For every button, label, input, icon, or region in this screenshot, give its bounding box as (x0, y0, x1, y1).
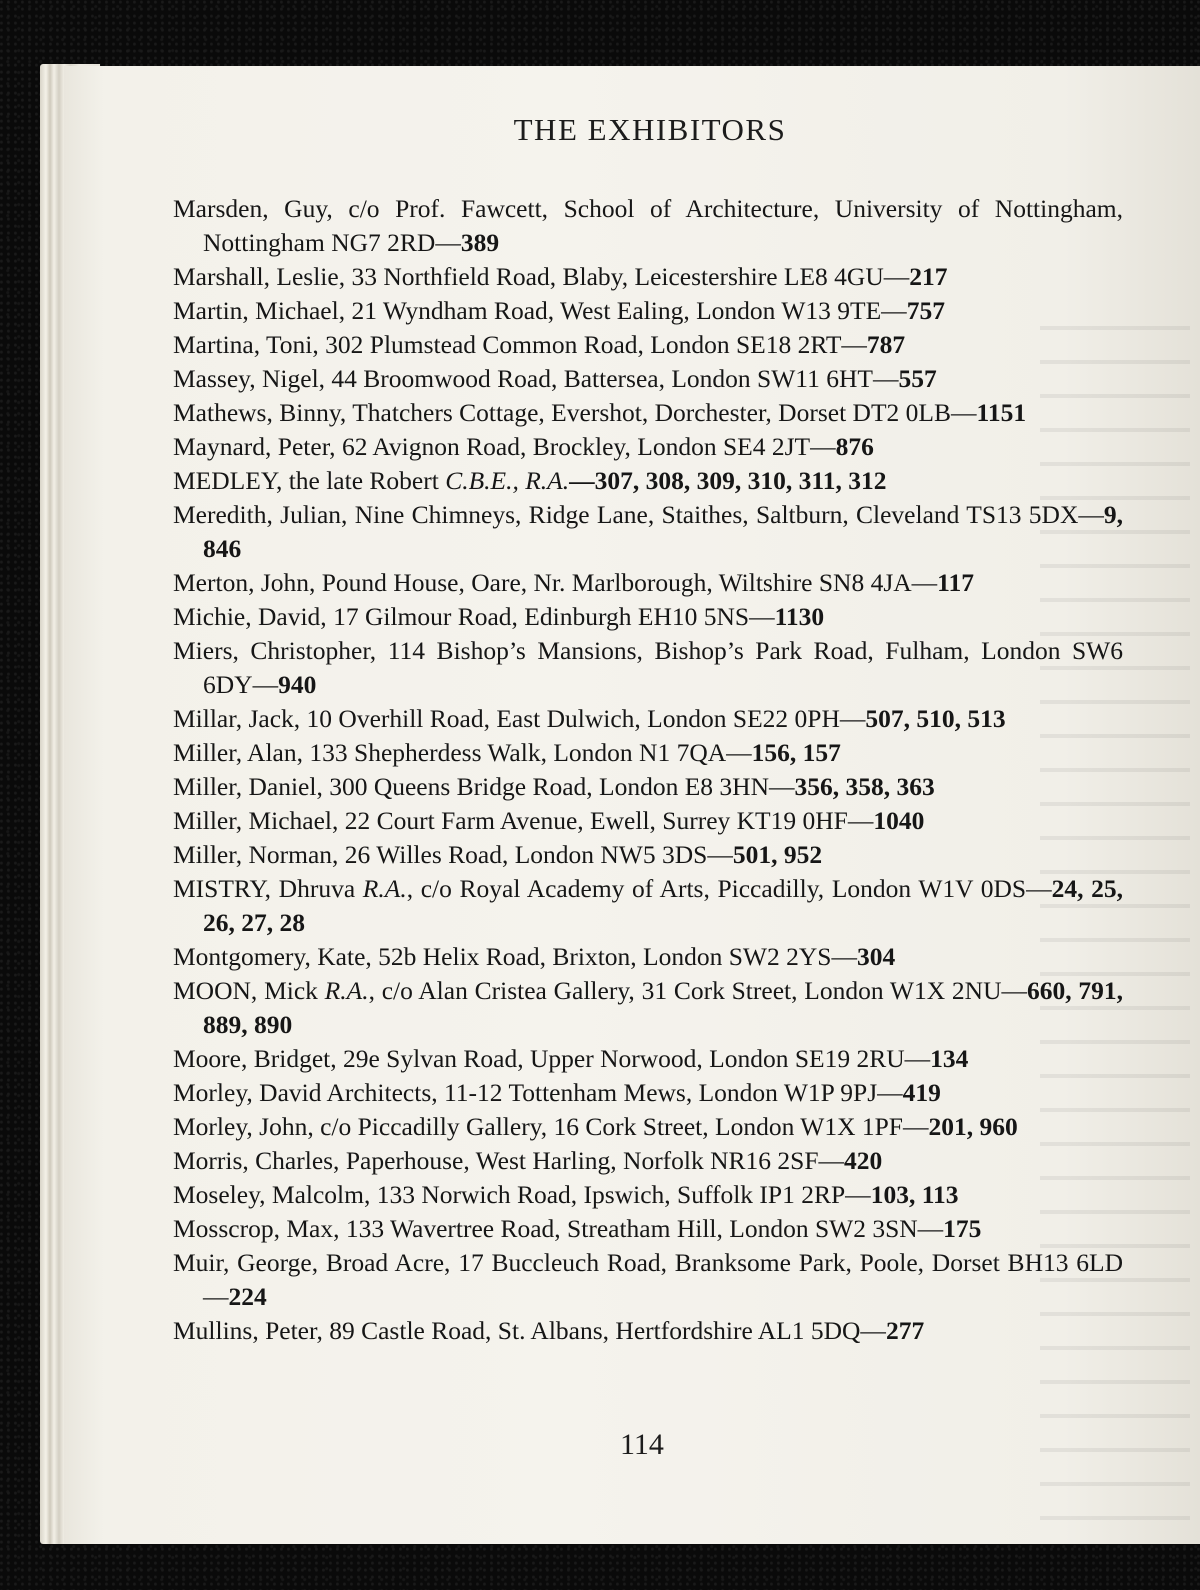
catalogue-numbers: 757 (906, 296, 945, 325)
exhibitor-name: Morley, David Architects, (173, 1078, 438, 1107)
exhibitor-name: Merton, John, (173, 568, 316, 597)
exhibitor-address: , c/o Alan Cristea Gallery, 31 Cork Street, London W1X 2NU— (368, 976, 1027, 1005)
exhibitor-name: Marshall, Leslie, (173, 262, 346, 291)
exhibitor-address: 133 Wavertree Road, Streatham Hill, London SW2 3SN— (339, 1214, 944, 1243)
exhibitor-address: 89 Castle Road, St. Albans, Hertfordshire AL1 5DQ— (322, 1316, 886, 1345)
catalogue-numbers: 940 (278, 670, 317, 699)
exhibitor-entry (173, 1314, 1123, 1348)
exhibitor-name: Meredith, Julian, (173, 500, 348, 529)
catalogue-numbers: 1130 (774, 602, 825, 631)
exhibitor-name: Morris, Charles, (173, 1146, 340, 1175)
exhibitor-address: 114 Bishop’s Mansions, Bishop’s Park Road, Fulham, London SW6 6DY— (203, 636, 1124, 699)
exhibitor-address: c/o Prof. Fawcett, School of Architecture, University of Nottingham, Nottingham NG7 2RD— (203, 194, 1124, 257)
exhibitor-name: Montgomery, Kate, (173, 942, 372, 971)
exhibitor-name: MOON, Mick (173, 976, 318, 1005)
exhibitor-address: 302 Plumstead Common Road, London SE18 2RT— (318, 330, 867, 359)
catalogue-numbers: 9, 846 (203, 500, 1123, 563)
exhibitor-address: 29e Sylvan Road, Upper Norwood, London SE19 2RU— (336, 1044, 931, 1073)
catalogue-numbers: 201, 960 (928, 1112, 1018, 1141)
exhibitor-entry (173, 702, 1123, 736)
page-number: 114 (620, 1428, 664, 1461)
catalogue-numbers: 24, 25, 26, 27, 28 (203, 874, 1124, 937)
catalogue-numbers: 277 (885, 1316, 925, 1345)
exhibitor-entry (173, 192, 1123, 260)
exhibitor-name: Miller, Alan, (173, 738, 304, 767)
exhibitor-entry (173, 838, 1123, 872)
exhibitor-name: Millar, Jack, (173, 704, 301, 733)
exhibitor-name: Moore, Bridget, (173, 1044, 337, 1073)
exhibitor-qualification: C.B.E., R.A. (438, 466, 570, 495)
exhibitor-address: Broad Acre, 17 Buccleuch Road, Branksome Park, Poole, Dorset BH13 6LD— (203, 1248, 1123, 1311)
exhibitor-entry (173, 1144, 1123, 1178)
exhibitor-name: Martin, Michael, (173, 296, 346, 325)
exhibitor-entry (173, 872, 1123, 940)
exhibitor-name: Muir, George, (173, 1248, 319, 1277)
running-head: THE EXHIBITORS (513, 112, 787, 147)
exhibitor-qualification: R.A. (355, 874, 407, 903)
exhibitor-name: Mullins, Peter, (173, 1316, 323, 1345)
exhibitor-address: 10 Overhill Road, East Dulwich, London SE22 0PH— (300, 704, 866, 733)
catalogue-numbers: 876 (835, 432, 874, 461)
catalogue-numbers: 389 (460, 228, 500, 257)
exhibitor-address: 21 Wyndham Road, West Ealing, London W13 9TE— (345, 296, 907, 325)
exhibitor-address: Thatchers Cottage, Evershot, Dorchester, Dorset DT2 0LB— (346, 398, 977, 427)
exhibitor-address: c/o Piccadilly Gallery, 16 Cork Street, London W1X 1PF— (313, 1112, 929, 1141)
exhibitor-name: Miller, Michael, (173, 806, 339, 835)
exhibitor-name: Miller, Daniel, (173, 772, 323, 801)
exhibitor-entry (173, 362, 1123, 396)
catalogue-numbers: 507, 510, 513 (865, 704, 1006, 733)
exhibitor-name: Morley, John, (173, 1112, 314, 1141)
catalogue-numbers: —307, 308, 309, 310, 311, 312 (569, 466, 887, 495)
exhibitor-address: Pound House, Oare, Nr. Marlborough, Wiltshire SN8 4JA— (315, 568, 938, 597)
exhibitor-address: 62 Avignon Road, Brockley, London SE4 2JT— (335, 432, 836, 461)
catalogue-numbers: 217 (909, 262, 948, 291)
exhibitor-entry (173, 1076, 1123, 1110)
exhibitor-address: 133 Norwich Road, Ipswich, Suffolk IP1 2RP— (370, 1180, 871, 1209)
catalogue-numbers: 117 (937, 568, 975, 597)
catalogue-numbers: 660, 791, 889, 890 (203, 976, 1124, 1039)
catalogue-numbers: 175 (943, 1214, 982, 1243)
exhibitor-name: MISTRY, Dhruva (173, 874, 356, 903)
exhibitor-name: Maynard, Peter, (173, 432, 336, 461)
exhibitor-name: Michie, David, (173, 602, 327, 631)
exhibitor-address: 52b Helix Road, Brixton, London SW2 2YS— (371, 942, 857, 971)
exhibitor-name: Moseley, Malcolm, (173, 1180, 371, 1209)
catalogue-numbers: 420 (844, 1146, 883, 1175)
exhibitor-address: 33 Northfield Road, Blaby, Leicestershire LE8 4GU— (345, 262, 910, 291)
exhibitor-entry (173, 1246, 1123, 1314)
exhibitor-entry (173, 634, 1123, 702)
exhibitor-entry (173, 328, 1123, 362)
exhibitor-qualification: R.A. (317, 976, 369, 1005)
exhibitor-name: Mathews, Binny, (173, 398, 347, 427)
exhibitor-address: Nine Chimneys, Ridge Lane, Staithes, Saltburn, Cleveland TS13 5DX— (347, 500, 1104, 529)
exhibitor-name: Massey, Nigel, (173, 364, 326, 393)
exhibitor-address: 44 Broomwood Road, Battersea, London SW11 6HT— (325, 364, 899, 393)
exhibitor-entry (173, 974, 1123, 1042)
exhibitor-address: 26 Willes Road, London NW5 3DS— (338, 840, 733, 869)
exhibitor-address: , c/o Royal Academy of Arts, Piccadilly, London W1V 0DS— (406, 874, 1052, 903)
exhibitor-address: 17 Gilmour Road, Edinburgh EH10 5NS— (326, 602, 775, 631)
exhibitor-entry (173, 498, 1123, 566)
catalogue-numbers: 501, 952 (732, 840, 823, 869)
exhibitor-entry (173, 940, 1123, 974)
catalogue-numbers: 557 (898, 364, 937, 393)
exhibitor-entry (173, 736, 1123, 770)
catalogue-numbers: 1040 (873, 806, 925, 835)
catalogue-numbers: 419 (902, 1078, 941, 1107)
exhibitor-entry (173, 1042, 1123, 1076)
exhibitor-entry (173, 1110, 1123, 1144)
exhibitor-entry (173, 464, 1123, 498)
catalogue-numbers: 356, 358, 363 (794, 772, 935, 801)
catalogue-numbers: 224 (228, 1282, 267, 1311)
catalogue-numbers: 103, 113 (870, 1180, 959, 1209)
catalogue-numbers: 787 (866, 330, 906, 359)
exhibitor-list (173, 192, 1123, 1348)
exhibitor-address: 11-12 Tottenham Mews, London W1P 9PJ— (437, 1078, 903, 1107)
exhibitor-address: 300 Queens Bridge Road, London E8 3HN— (322, 772, 795, 801)
exhibitor-name: Mosscrop, Max, (173, 1214, 340, 1243)
exhibitor-entry (173, 294, 1123, 328)
exhibitor-entry (173, 1178, 1123, 1212)
exhibitor-entry (173, 566, 1123, 600)
exhibitor-name: Miller, Norman, (173, 840, 339, 869)
exhibitor-entry (173, 600, 1123, 634)
exhibitor-address: 22 Court Farm Avenue, Ewell, Surrey KT19 0HF— (338, 806, 874, 835)
catalogue-numbers: 1151 (976, 398, 1027, 427)
exhibitor-address: Paperhouse, West Harling, Norfolk NR16 2SF— (339, 1146, 845, 1175)
catalogue-numbers: 156, 157 (751, 738, 841, 767)
exhibitor-name: Miers, Christopher, (173, 636, 377, 665)
exhibitor-entry (173, 260, 1123, 294)
exhibitor-name: Martina, Toni, (173, 330, 319, 359)
exhibitor-entry (173, 396, 1123, 430)
exhibitor-name: Marsden, Guy, (173, 194, 333, 223)
exhibitor-address: 133 Shepherdess Walk, London N1 7QA— (303, 738, 752, 767)
exhibitor-entry (173, 1212, 1123, 1246)
exhibitor-entry (173, 430, 1123, 464)
catalogue-numbers: 304 (856, 942, 896, 971)
exhibitor-entry (173, 804, 1123, 838)
exhibitor-name: MEDLEY, the late Robert (173, 466, 439, 495)
catalogue-numbers: 134 (930, 1044, 969, 1073)
exhibitor-entry (173, 770, 1123, 804)
